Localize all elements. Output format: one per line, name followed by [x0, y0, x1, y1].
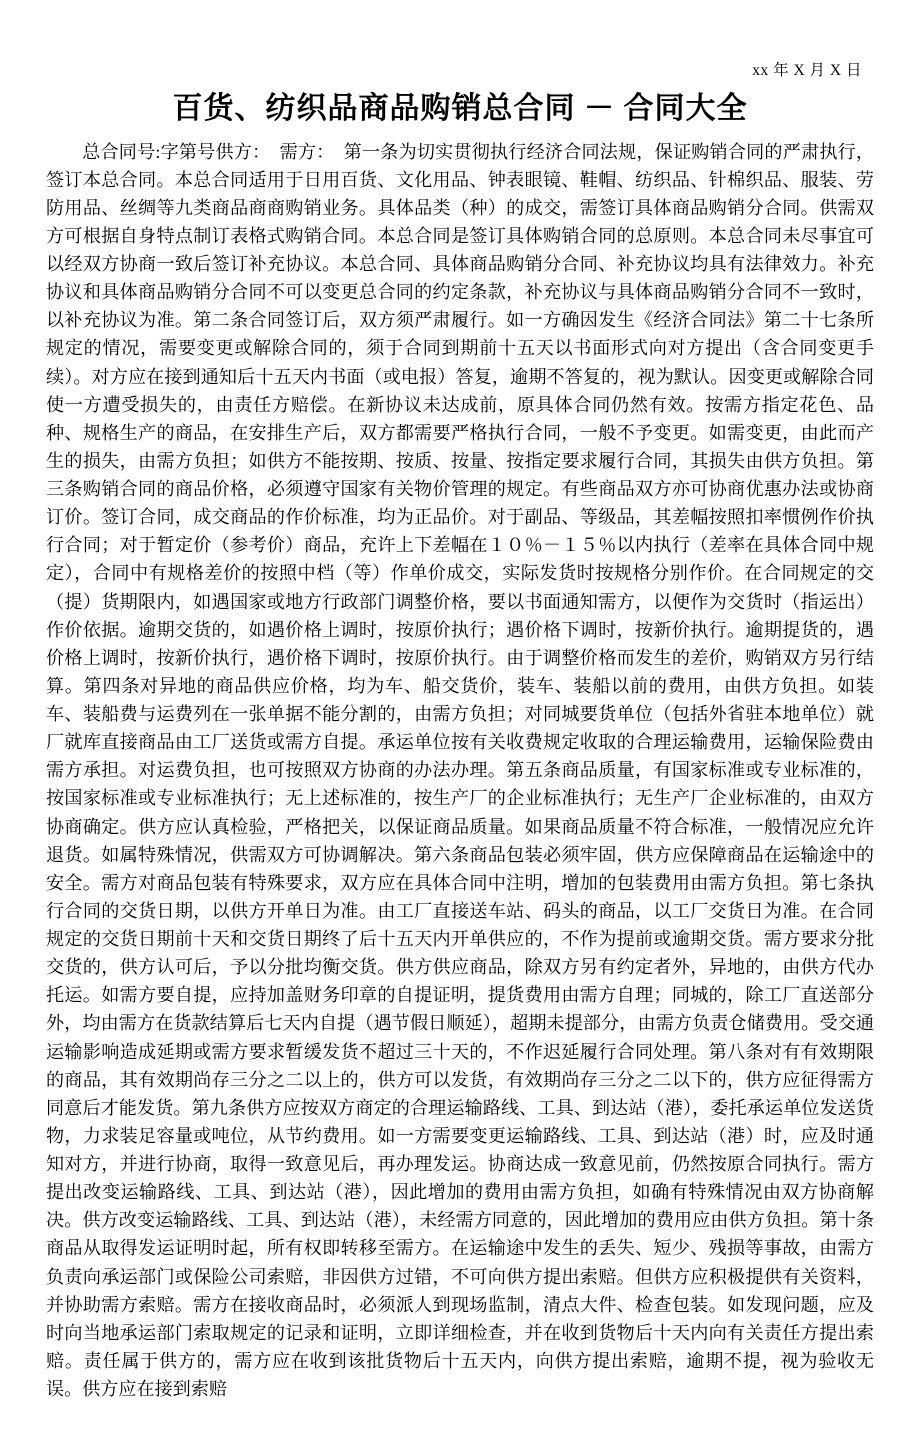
contract-body-paragraph: 总合同号:字第号供方： 需方： 第一条为切实贯彻执行经济合同法规，保证购销合同的严肃执行，签订本总合同。本总合同适用于日用百货、文化用品、钟表眼镜、鞋帽、纺织品、针棉织品、服装、劳防用品、丝绸等九类商品商商购销业务。具体品类（种）的成交，需签订具体商品购销分合同。供需双方可根据自身特点制订表格式购销合同。本总合同是签订具体购销合同的总原则。本总合同未尽事宜可以经双方协商一致后签订补充协议。本总合同、具体商品购销分合同、补充协议均具有法律效力。补充协议和具体商品购销分合同不可以变更总合同的约定条款，补充协议与具体商品购销分合同不一致时，以补充协议为准。第二条合同签订后，双方须严肃履行。如一方确因发生《经济合同法》第二十七条所规定的情况，需要变更或解除合同的，须于合同到期前十五天以书面形式向对方提出（含合同变更手续）。对方应在接到通知后十五天内书面（或电报）答复，逾期不答复的，视为默认。因变更或解除合同使一方遭受损失的，由责任方赔偿。在新协议未达成前，原具体合同仍然有效。按需方指定花色、品种、规格生产的商品，在安排生产后，双方都需要严格执行合同，一般不予变更。如需变更，由此而产生的损失，由需方负担；如供方不能按期、按质、按量、按指定要求履行合同，其损失由供方负担。第三条购销合同的商品价格，必须遵守国家有关物价管理的规定。有些商品双方亦可协商优惠办法或协商订价。签订合同，成交商品的作价标准，均为正品价。对于副品、等级品，其差幅按照扣率惯例作价执行合同；对于暂定价（参考价）商品，充许上下差幅在１０％－１５％以内执行（差率在具体合同中规定），合同中有规格差价的按照中档（等）作单价成交，实际发货时按规格分别作价。在合同规定的交（提）货期限内，如遇国家或地方行政部门调整价格，要以书面通知需方，以便作为交货时（指运出）作价依据。逾期交货的，如遇价格上调时，按原价执行；遇价格下调时，按新价执行。逾期提货的，遇价格上调时，按新价执行，遇价格下调时，按原价执行。由于调整价格而发生的差价，购销双方另行结算。第四条对异地的商品供应价格，均为车、船交货价，装车、装船以前的费用，由供方负担。如装车、装船费与运费列在一张单据不能分割的，由需方负担；对同城要货单位（包括外省驻本地单位）就厂就库直接商品由工厂送货或需方自提。承运单位按有关收费规定收取的合理运输费用，运输保险费由需方承担。对运费负担，也可按照双方协商的办法办理。第五条商品质量，有国家标准或专业标准的，按国家标准或专业标准执行；无上述标准的，按生产厂的企业标准执行；无生产厂企业标准的，由双方协商确定。供方应认真检验，严格把关，以保证商品质量。如果商品质量不符合标准，一般情况应允许退货。如属特殊情况，供需双方可协调解决。第六条商品包装必须牢固，供方应保障商品在运输途中的安全。需方对商品包装有特殊要求，双方应在具体合同中注明，增加的包装费用由需方负担。第七条执行合同的交货日期，以供方开单日为准。由工厂直接送车站、码头的商品，以工厂交货日为准。在合同规定的交货日期前十天和交货日期终了后十五天内开单供应的，不作为提前或逾期交货。需方要求分批交货的，供方认可后，予以分批均衡交货。供方供应商品，除双方另有约定者外，异地的，由供方代办托运。如需方要自提，应持加盖财务印章的自提证明，提货费用由需方自理；同城的，除工厂直送部分外，均由需方在货款结算后七天内自提（遇节假日顺延），超期未提部分，由需方负责仓储费用。受交通运输影响造成延期或需方要求暂缓发货不超过三十天的，不作迟延履行合同处理。第八条对有有效期限的商品，其有效期尚存三分之二以上的，供方可以发货，有效期尚存三分之二以下的，供方应征得需方同意后才能发货。第九条供方应按双方商定的合理运输路线、工具、到达站（港），委托承运单位发送货物，力求装足容量或吨位，从节约费用。如一方需要变更运输路线、工具、到达站（港）时，应及时通知对方，并进行协商，取得一致意见后，再办理发运。协商达成一致意见前，仍然按原合同执行。需方提出改变运输路线、工具、到达站（港），因此增加的费用由需方负担，如确有特殊情况由双方协商解决。供方改变运输路线、工具、到达站（港），未经需方同意的，因此增加的费用应由供方负担。第十条商品从取得发运证明时起，所有权即转移至需方。在运输途中发生的丢失、短少、残损等事故，由需方负责向承运部门或保险公司索赔，非因供方过错，不可向供方提出索赔。但供方应积极提供有关资料，并协助需方索赔。需方在接收商品时，必须派人到现场监制，清点大件、检查包装。如发现问题，应及时向当地承运部门索取规定的记录和证明，立即详细检查，并在收到货物后十天内向有关责任方提出索赔。责任属于供方的，需方应在收到该批货物后十五天内，向供方提出索赔，逾期不提，视为验收无误。供方应在接到索赔: [46, 141, 874, 1399]
document-date: xx 年 X 月 X 日: [752, 62, 862, 79]
page-title: 百货、纺织品商品购销总合同 － 合同大全: [172, 92, 748, 125]
